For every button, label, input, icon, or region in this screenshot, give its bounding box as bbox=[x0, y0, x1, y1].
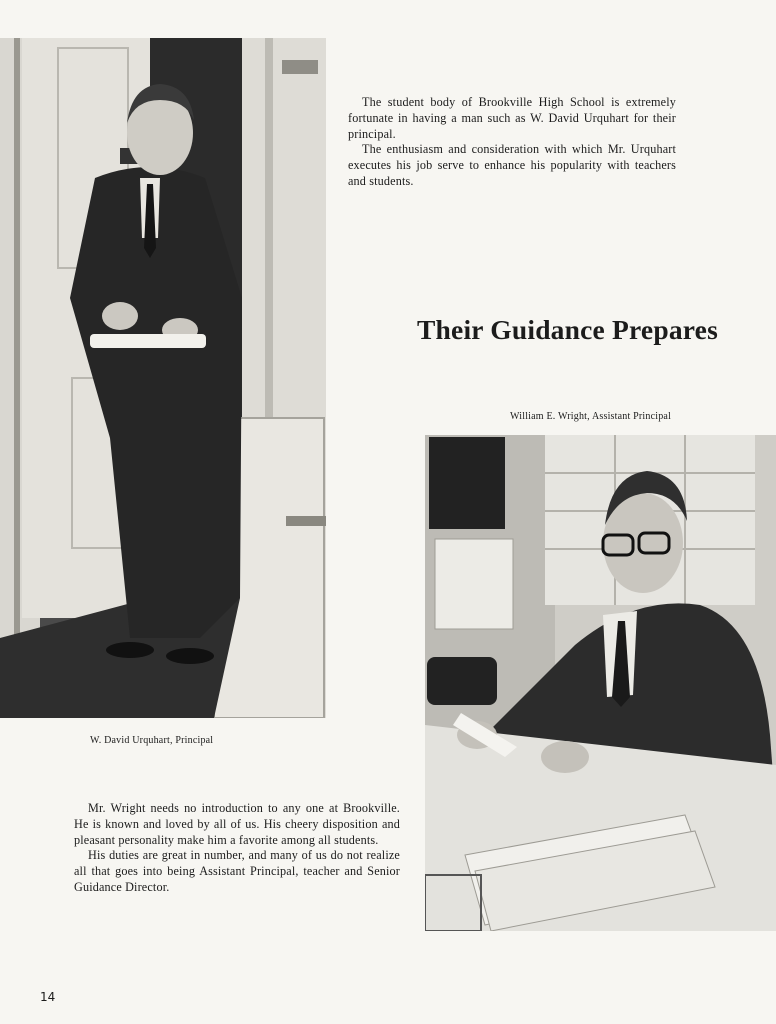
intro-paragraph: The student body of Brookville High School is extremely fortunate in having a man such as W. David Urquhart for their principal. bbox=[348, 95, 676, 141]
assistant-photo-illustration bbox=[425, 435, 776, 931]
page-headline: Their Guidance Prepares bbox=[417, 314, 718, 345]
principal-photo-illustration bbox=[0, 38, 326, 718]
assistant-principal-photo bbox=[425, 435, 776, 931]
principal-caption: W. David Urquhart, Principal bbox=[90, 735, 214, 746]
principal-photo bbox=[0, 38, 326, 718]
wright-paragraph: His duties are great in number, and many of us do not realize all that goes into being Assistant Principal, teacher and Senior Guidance Director. bbox=[74, 848, 400, 894]
assistant-caption: William E. Wright, Assistant Principal bbox=[510, 411, 672, 422]
wright-text bbox=[74, 801, 400, 896]
intro-paragraph: The enthusiasm and consideration with which Mr. Urquhart executes his job serve to enhance his popularity with teachers and students. bbox=[348, 142, 676, 188]
wright-paragraph: Mr. Wright needs no introduction to any one at Brookville. He is known and loved by all of us. His cheery disposition and pleasant personality make him a favorite among all students. bbox=[74, 801, 400, 847]
intro-text bbox=[348, 95, 676, 190]
page-number: 14 bbox=[40, 990, 56, 1004]
